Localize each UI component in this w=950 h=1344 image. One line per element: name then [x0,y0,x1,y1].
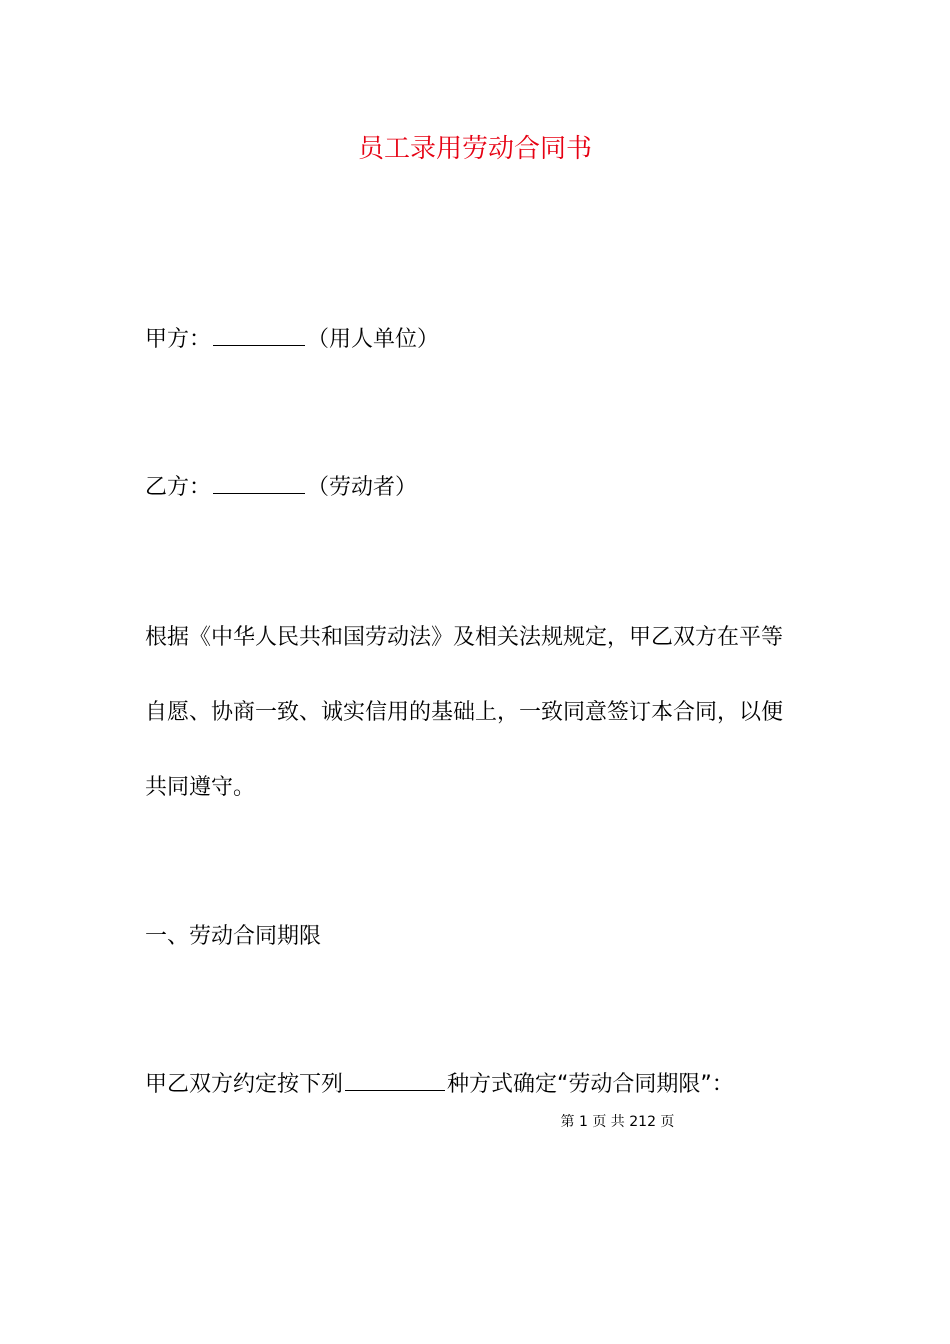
section-1-text-after: 种方式确定“劳动合同期限”： [447,1072,734,1097]
party-a-blank [213,325,305,346]
party-b-blank [213,473,305,494]
party-b-label: 乙方： [145,475,212,500]
document-title: 员工录用劳动合同书 [357,134,592,164]
preamble-line-1: 根据《中华人民共和国劳动法》及相关法规规定，甲乙双方在平等 [145,625,784,650]
preamble-line-2: 自愿、协商一致、诚实信用的基础上，一致同意签订本合同，以便 [145,700,784,725]
preamble-line-3: 共同遵守。 [145,775,256,800]
page-indicator: 第 1 页 共 212 页 [560,1114,675,1130]
party-b-note: （劳动者） [307,475,418,500]
party-b-line [145,472,417,504]
party-a-line [145,324,439,356]
section-1-text-before: 甲乙双方约定按下列 [145,1072,344,1097]
party-a-note: （用人单位） [307,327,440,352]
section-1-heading: 一、劳动合同期限 [145,924,322,949]
section-1-text [145,1069,734,1101]
party-a-label: 甲方： [145,327,212,352]
section-1-blank [345,1070,445,1091]
